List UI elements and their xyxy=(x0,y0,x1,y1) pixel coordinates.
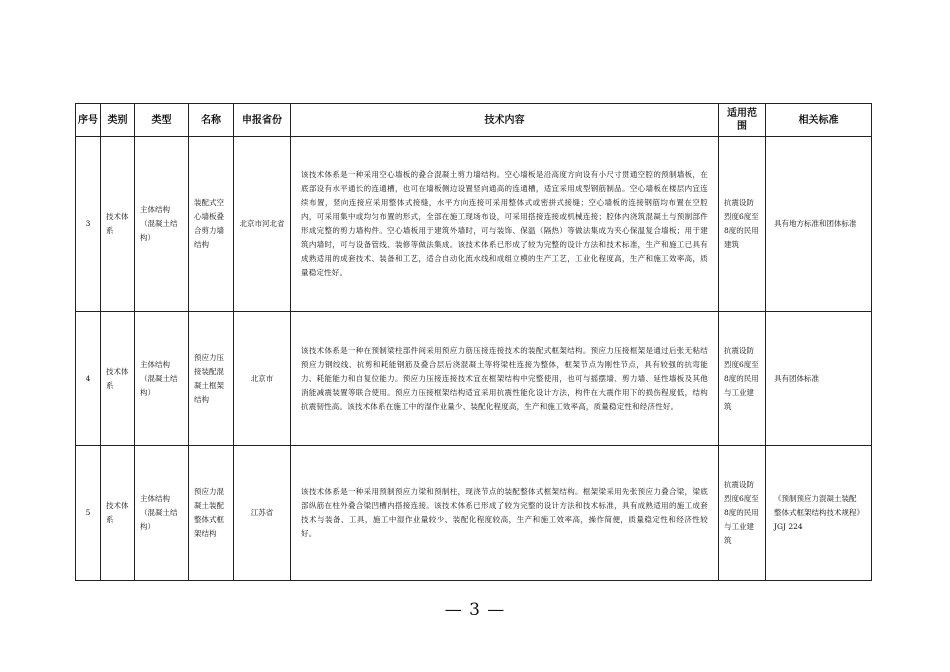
row-category: 技术体系 xyxy=(101,312,135,446)
row-scope: 抗震设防烈度6度至8度的民用与工业建筑 xyxy=(719,446,766,581)
table-row xyxy=(76,137,872,312)
row-no: 4 xyxy=(76,312,101,446)
table-header-row xyxy=(76,104,872,137)
header-type: 类型 xyxy=(135,104,189,137)
technology-table xyxy=(75,103,872,581)
row-scope: 抗震设防烈度6度至8度的民用与工业建筑 xyxy=(719,312,766,446)
header-name: 名称 xyxy=(189,104,234,137)
header-scope: 适用范围 xyxy=(719,104,766,137)
row-content: 该技术体系是一种采用预制预应力梁和预制柱，现浇节点的装配整体式框架结构。框架梁采用先张预应力叠合梁，梁底部纵筋在柱外叠合梁凹槽内搭接连接。该技术体系已形成了较为完整的设计方法和技术标准，具有成熟适用的施工成套技术与装备、工具，施工中湿作业量较少、装配化程度较高，生产和施工效率高，操作简便，质量稳定性和经济性较好。 xyxy=(291,446,719,581)
table-row xyxy=(76,312,872,446)
row-category: 技术体系 xyxy=(101,137,135,312)
row-name: 预应力压接装配混凝土框架结构 xyxy=(189,312,234,446)
row-no: 5 xyxy=(76,446,101,581)
header-standard: 相关标准 xyxy=(766,104,872,137)
row-content: 该技术体系是一种采用空心墙板的叠合混凝土剪力墙结构。空心墙板是沿高度方向设有小尺寸贯通空腔的预制墙板，在底部设有水平通长的连通槽，也可在墙板侧边设置竖向通高的连通槽，适宜采用成型钢筋制品。空心墙板在楼层内宜连续布置，竖向连接应采用整体式接缝，水平方向连接可采用整体式或密拼式接缝；空心墙板的连接钢筋均布置在空腔内，可采用集中或均匀布置的形式，全部在施工现场布设，可采用搭接连接或机械连接；腔体内浇筑混凝土与预制部件形成完整的剪力墙构件。空心墙板用于建筑外墙时，可与装饰、保温（隔热）等做法集成为夹心保温复合墙板；用于建筑内墙时，可与设备管线、装修等做法集成。该技术体系已形成了较为完整的设计方法和技术标准，生产和施工已具有成熟适用的成套技术、装备和工艺，适合自动化流水线和成组立模的生产工艺，工业化程度高，生产和施工效率高，质量稳定性好。 xyxy=(291,137,719,312)
row-content: 该技术体系是一种在预制梁柱部件间采用预应力筋压接连接技术的装配式框架结构。预应力压接框架是通过后张无粘结预应力钢绞线、抗剪和耗能钢筋及叠合层后浇混凝土等将梁柱连接为整体，框架节点为刚性节点，具有较强的抗弯能力、耗能能力和自复位能力。预应力压接连接技术宜在框架结构中完整使用，也可与摇摆墙、剪力墙、延性墙板及其他消能减震装置等联合使用。预应力压接框架结构适宜采用抗震性能化设计方法，构件在大震作用下的损伤程度低，结构抗震韧性高。该技术体系在施工中的湿作业量少、装配化程度高，生产和施工效率高，质量稳定性和经济性好。 xyxy=(291,312,719,446)
row-scope: 抗震设防烈度6度至8度的民用建筑 xyxy=(719,137,766,312)
row-standard: 具有地方标准和团体标准 xyxy=(766,137,872,312)
row-standard: 《预制预应力混凝土装配整体式框架结构技术规程》JGJ 224 xyxy=(766,446,872,581)
row-name: 装配式空心墙板叠合剪力墙结构 xyxy=(189,137,234,312)
header-content: 技术内容 xyxy=(291,104,719,137)
row-type: 主体结构（混凝土结构） xyxy=(135,446,189,581)
row-province: 北京市河北省 xyxy=(234,137,291,312)
row-type: 主体结构（混凝土结构） xyxy=(135,312,189,446)
table-row xyxy=(76,446,872,581)
row-category: 技术体系 xyxy=(101,446,135,581)
header-no: 序号 xyxy=(76,104,101,137)
row-province: 北京市 xyxy=(234,312,291,446)
row-province: 江苏省 xyxy=(234,446,291,581)
row-no: 3 xyxy=(76,137,101,312)
page-number: — 3 — xyxy=(444,600,506,620)
row-type: 主体结构（混凝土结构） xyxy=(135,137,189,312)
header-province: 申报省份 xyxy=(234,104,291,137)
header-category: 类别 xyxy=(101,104,135,137)
row-name: 预应力混凝土装配整体式框架结构 xyxy=(189,446,234,581)
row-standard: 具有团体标准 xyxy=(766,312,872,446)
